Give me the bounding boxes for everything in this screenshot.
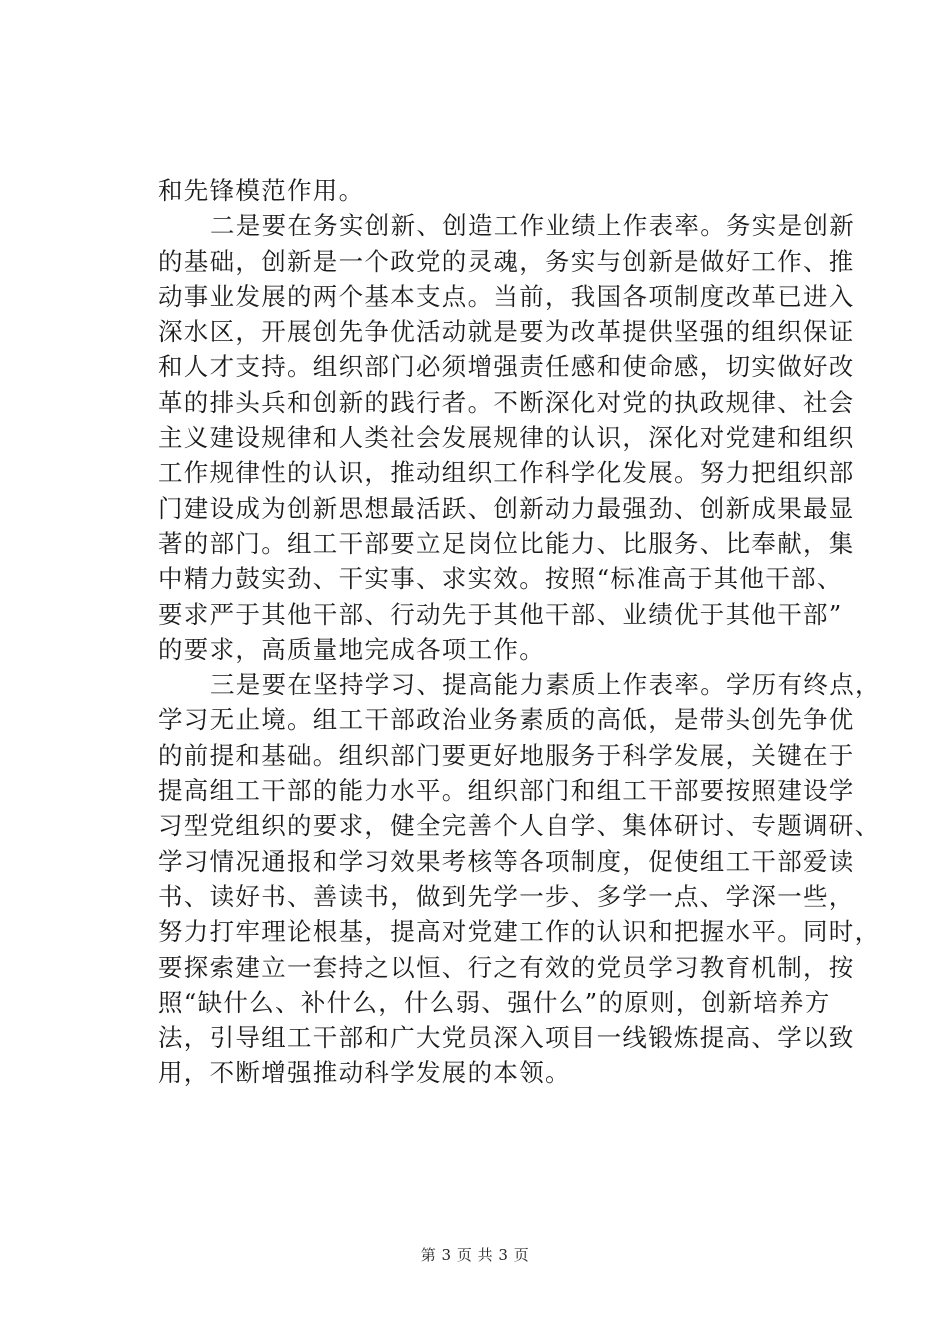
text-line: 的要求，高质量地完成各项工作。 bbox=[158, 634, 545, 664]
text-line: 工作规律性的认识，推动组织工作科学化发展。努力把组织部 bbox=[158, 458, 855, 488]
text-line: 二是要在务实创新、创造工作业绩上作表率。务实是创新 bbox=[210, 211, 855, 241]
text-line: 三是要在坚持学习、提高能力素质上作表率。学历有终点， bbox=[210, 670, 881, 700]
page-footer: 第 3 页 共 3 页 bbox=[420, 1246, 530, 1264]
text-line: 照“缺什么、补什么，什么弱、强什么”的原则，创新培养方 bbox=[158, 987, 831, 1017]
text-line: 著的部门。组工干部要立足岗位比能力、比服务、比奉献，集 bbox=[158, 528, 855, 558]
text-line: 门建设成为创新思想最活跃、创新动力最强劲、创新成果最显 bbox=[158, 493, 855, 523]
text-line: 书、读好书、善读书，做到先学一步、多学一点、学深一些， bbox=[158, 881, 855, 911]
text-line: 的前提和基础。组织部门要更好地服务于科学发展，关键在于 bbox=[158, 740, 855, 770]
text-line: 要求严于其他干部、行动先于其他干部、业绩优于其他干部” bbox=[158, 599, 843, 629]
text-line: 努力打牢理论根基，提高对党建工作的认识和把握水平。同时， bbox=[158, 917, 881, 947]
text-line: 学习无止境。组工干部政治业务素质的高低，是带头创先争优 bbox=[158, 705, 855, 735]
text-line: 和先锋模范作用。 bbox=[158, 176, 365, 205]
text-line: 深水区，开展创先争优活动就是要为改革提供坚强的组织保证 bbox=[158, 317, 855, 347]
text-line: 法，引导组工干部和广大党员深入项目一线锻炼提高、学以致 bbox=[158, 1023, 855, 1053]
text-line: 要探索建立一套持之以恒、行之有效的党员学习教育机制，按 bbox=[158, 952, 855, 982]
text-line: 主义建设规律和人类社会发展规律的认识，深化对党建和组织 bbox=[158, 423, 855, 453]
text-line: 动事业发展的两个基本支点。当前，我国各项制度改革已进入 bbox=[158, 281, 855, 311]
text-line: 用，不断增强推动科学发展的本领。 bbox=[158, 1058, 571, 1088]
text-line: 的基础，创新是一个政党的灵魂，务实与创新是做好工作、推 bbox=[158, 246, 855, 276]
text-line: 学习情况通报和学习效果考核等各项制度，促使组工干部爱读 bbox=[158, 846, 855, 876]
text-line: 提高组工干部的能力水平。组织部门和组工干部要按照建设学 bbox=[158, 776, 855, 806]
text-line: 和人才支持。组织部门必须增强责任感和使命感，切实做好改 bbox=[158, 352, 855, 382]
text-line: 中精力鼓实劲、干实事、求实效。按照“标准高于其他干部、 bbox=[158, 564, 843, 594]
body-text bbox=[158, 173, 881, 1091]
text-line: 习型党组织的要求，健全完善个人自学、集体研讨、专题调研、 bbox=[158, 811, 881, 841]
text-line: 革的排头兵和创新的践行者。不断深化对党的执政规律、社会 bbox=[158, 387, 855, 417]
